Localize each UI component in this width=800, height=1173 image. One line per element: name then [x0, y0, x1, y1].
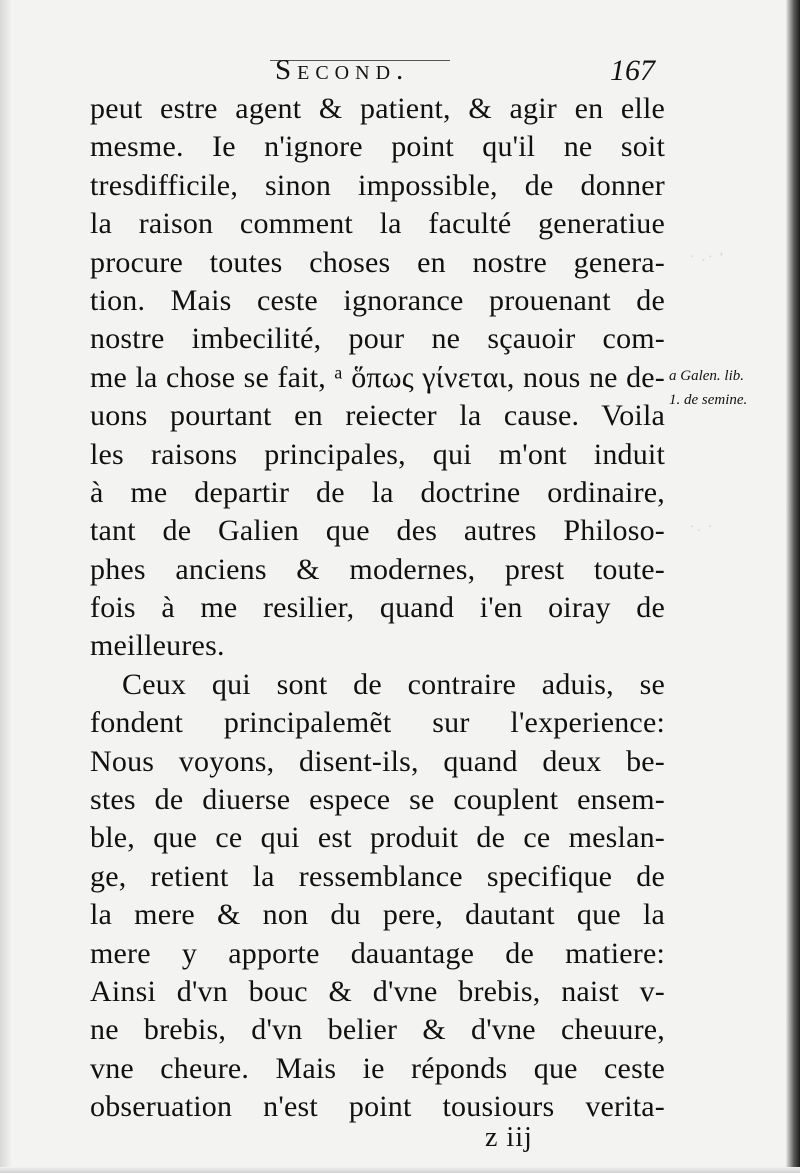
text-line: la mere & non du pere, dautant que la	[90, 898, 665, 932]
running-head-title: Second.	[275, 54, 410, 86]
text-line: vne cheure. Mais ie réponds que ceste	[90, 1051, 665, 1085]
show-through-text: · . ∙ ʻ	[690, 250, 724, 265]
signature-mark: z iij	[485, 1122, 533, 1153]
text-line: ne brebis, d'vn belier & d'vne cheuure,	[90, 1013, 665, 1047]
text-line: fondent principalemẽt sur l'experience:	[90, 706, 665, 740]
page-right-edge-binding	[786, 0, 800, 1173]
text-line: procure toutes choses en nostre genera-	[90, 245, 665, 279]
text-line: à me departir de la doctrine ordinaire,	[90, 475, 665, 509]
show-through-text: ∙ . ·	[690, 520, 713, 535]
body-text	[90, 90, 665, 1127]
text-line: me la chose se fait, ᵃ ὅπως γίνεται, nous ne de-	[90, 360, 665, 394]
paragraph-first-line: Ceux qui sont de contraire aduis, se	[122, 667, 665, 701]
text-line: tant de Galien que des autres Philoso-	[90, 514, 665, 548]
margin-note-line: 1. de semine.	[669, 392, 748, 408]
margin-note	[669, 364, 787, 412]
text-line: mere y apporte dauantage de matiere:	[90, 936, 665, 970]
text-line: obseruation n'est point tousiours verita-	[90, 1090, 665, 1124]
text-line: tion. Mais ceste ignorance prouenant de	[90, 283, 665, 317]
text-line: stes de diuerse espece se couplent ensem-	[90, 783, 665, 817]
text-line: mesme. Ie n'ignore point qu'il ne soit	[90, 130, 665, 164]
text-line: Nous voyons, disent-ils, quand deux be-	[90, 744, 665, 778]
text-line: Ainsi d'vn bouc & d'vne brebis, naist v-	[90, 974, 665, 1008]
text-line: ge, retient la ressemblance specifique de	[90, 859, 665, 893]
page-number: 167	[610, 54, 655, 87]
margin-note-line: a Galen. lib.	[669, 368, 744, 384]
text-line: phes anciens & modernes, prest toute-	[90, 552, 665, 586]
text-line: uons pourtant en reiecter la cause. Voila	[90, 399, 665, 433]
page-left-edge-shadow	[0, 0, 12, 1173]
running-head	[95, 54, 660, 94]
text-line: nostre imbecilité, pour ne sçauoir com-	[90, 322, 665, 356]
text-line: fois à me resilier, quand i'en oiray de	[90, 591, 665, 625]
text-line: ble, que ce qui est produit de ce meslan-	[90, 821, 665, 855]
text-line: peut estre agent & patient, & agir en elle	[90, 92, 665, 125]
paragraph-last-line: meilleures.	[90, 629, 225, 663]
text-line: tresdifficile, sinon impossible, de donner	[90, 168, 665, 202]
page-bottom-edge	[0, 1167, 800, 1173]
text-line: la raison comment la faculté generatiue	[90, 207, 665, 241]
text-line: les raisons principales, qui m'ont induit	[90, 437, 665, 471]
